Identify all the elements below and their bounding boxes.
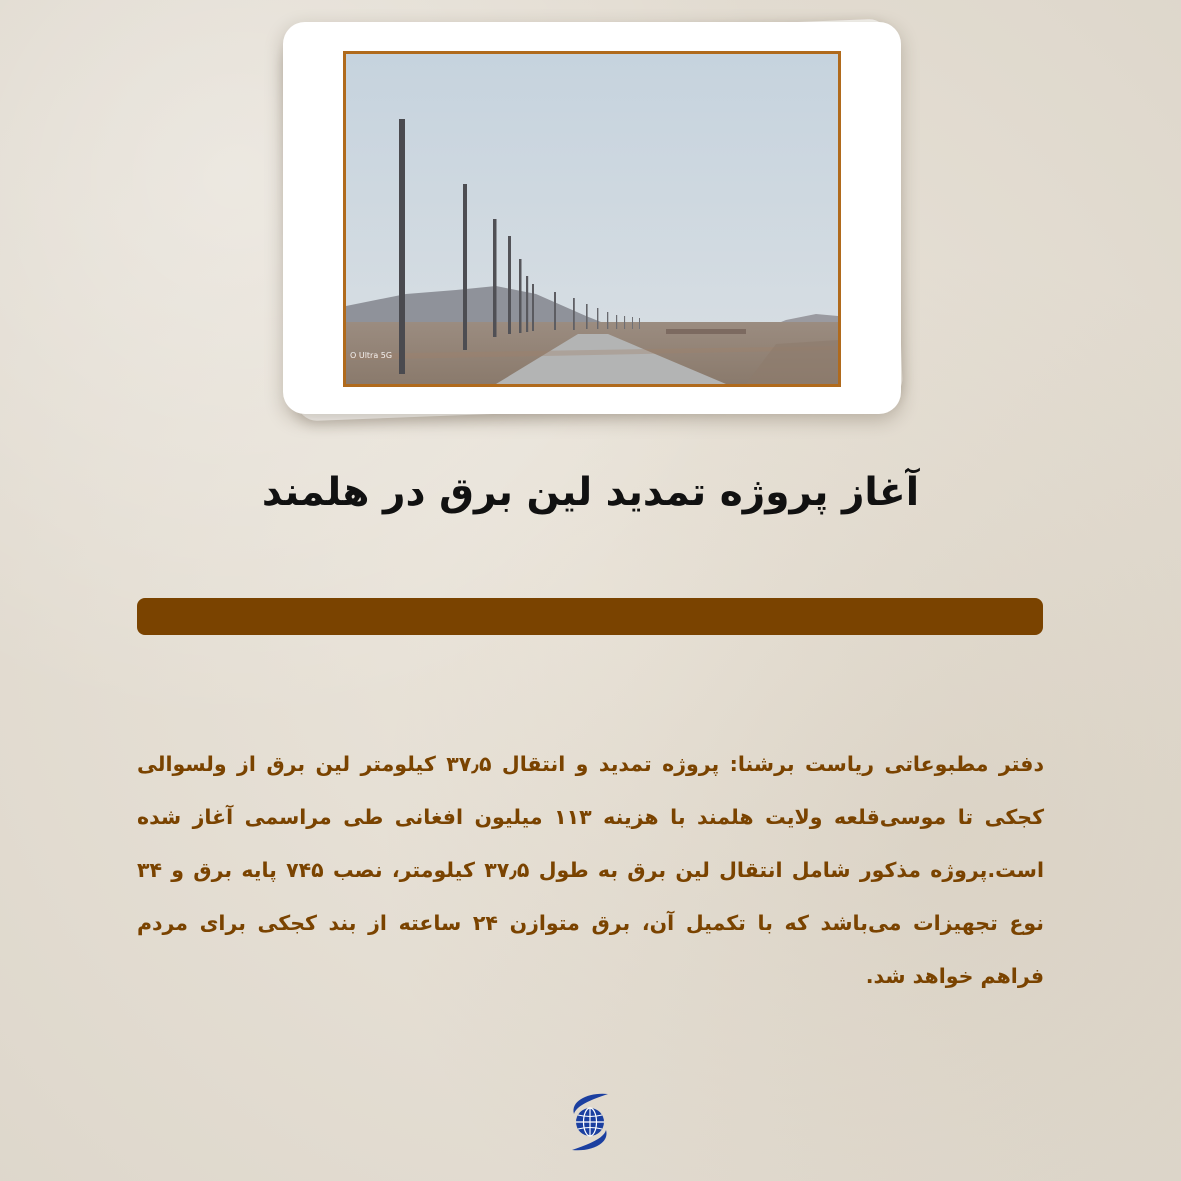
power-line-landscape-image [346,54,838,384]
news-photo [343,51,841,387]
divider-bar [137,598,1043,635]
camera-watermark: O Ultra 5G [350,351,393,360]
article-body: دفتر مطبوعاتی ریاست برشنا: پروژه تمدید و انتقال ۳۷٫۵ کیلومتر لین برق از ولسوالی کجکی تا موسی‌قلعه ولایت هلمند با هزینه ۱۱۳ میلیون افغانی طی مراسمی آغاز شده است.پروژه مذکور شامل انتقال لین برق به طول ۳۷٫۵ کیلومتر، نصب ۷۴۵ پایه برق و ۳۴ نوع تجهیزات می‌باشد که با تکمیل آن، برق متوازن ۲۴ ساعته از بند کجکی برای مردم فراهم خواهد شد. [137,752,1044,988]
headline: آغاز پروژه تمدید لین برق در هلمند [261,470,920,515]
globe-swirl-logo-icon [560,1090,620,1152]
